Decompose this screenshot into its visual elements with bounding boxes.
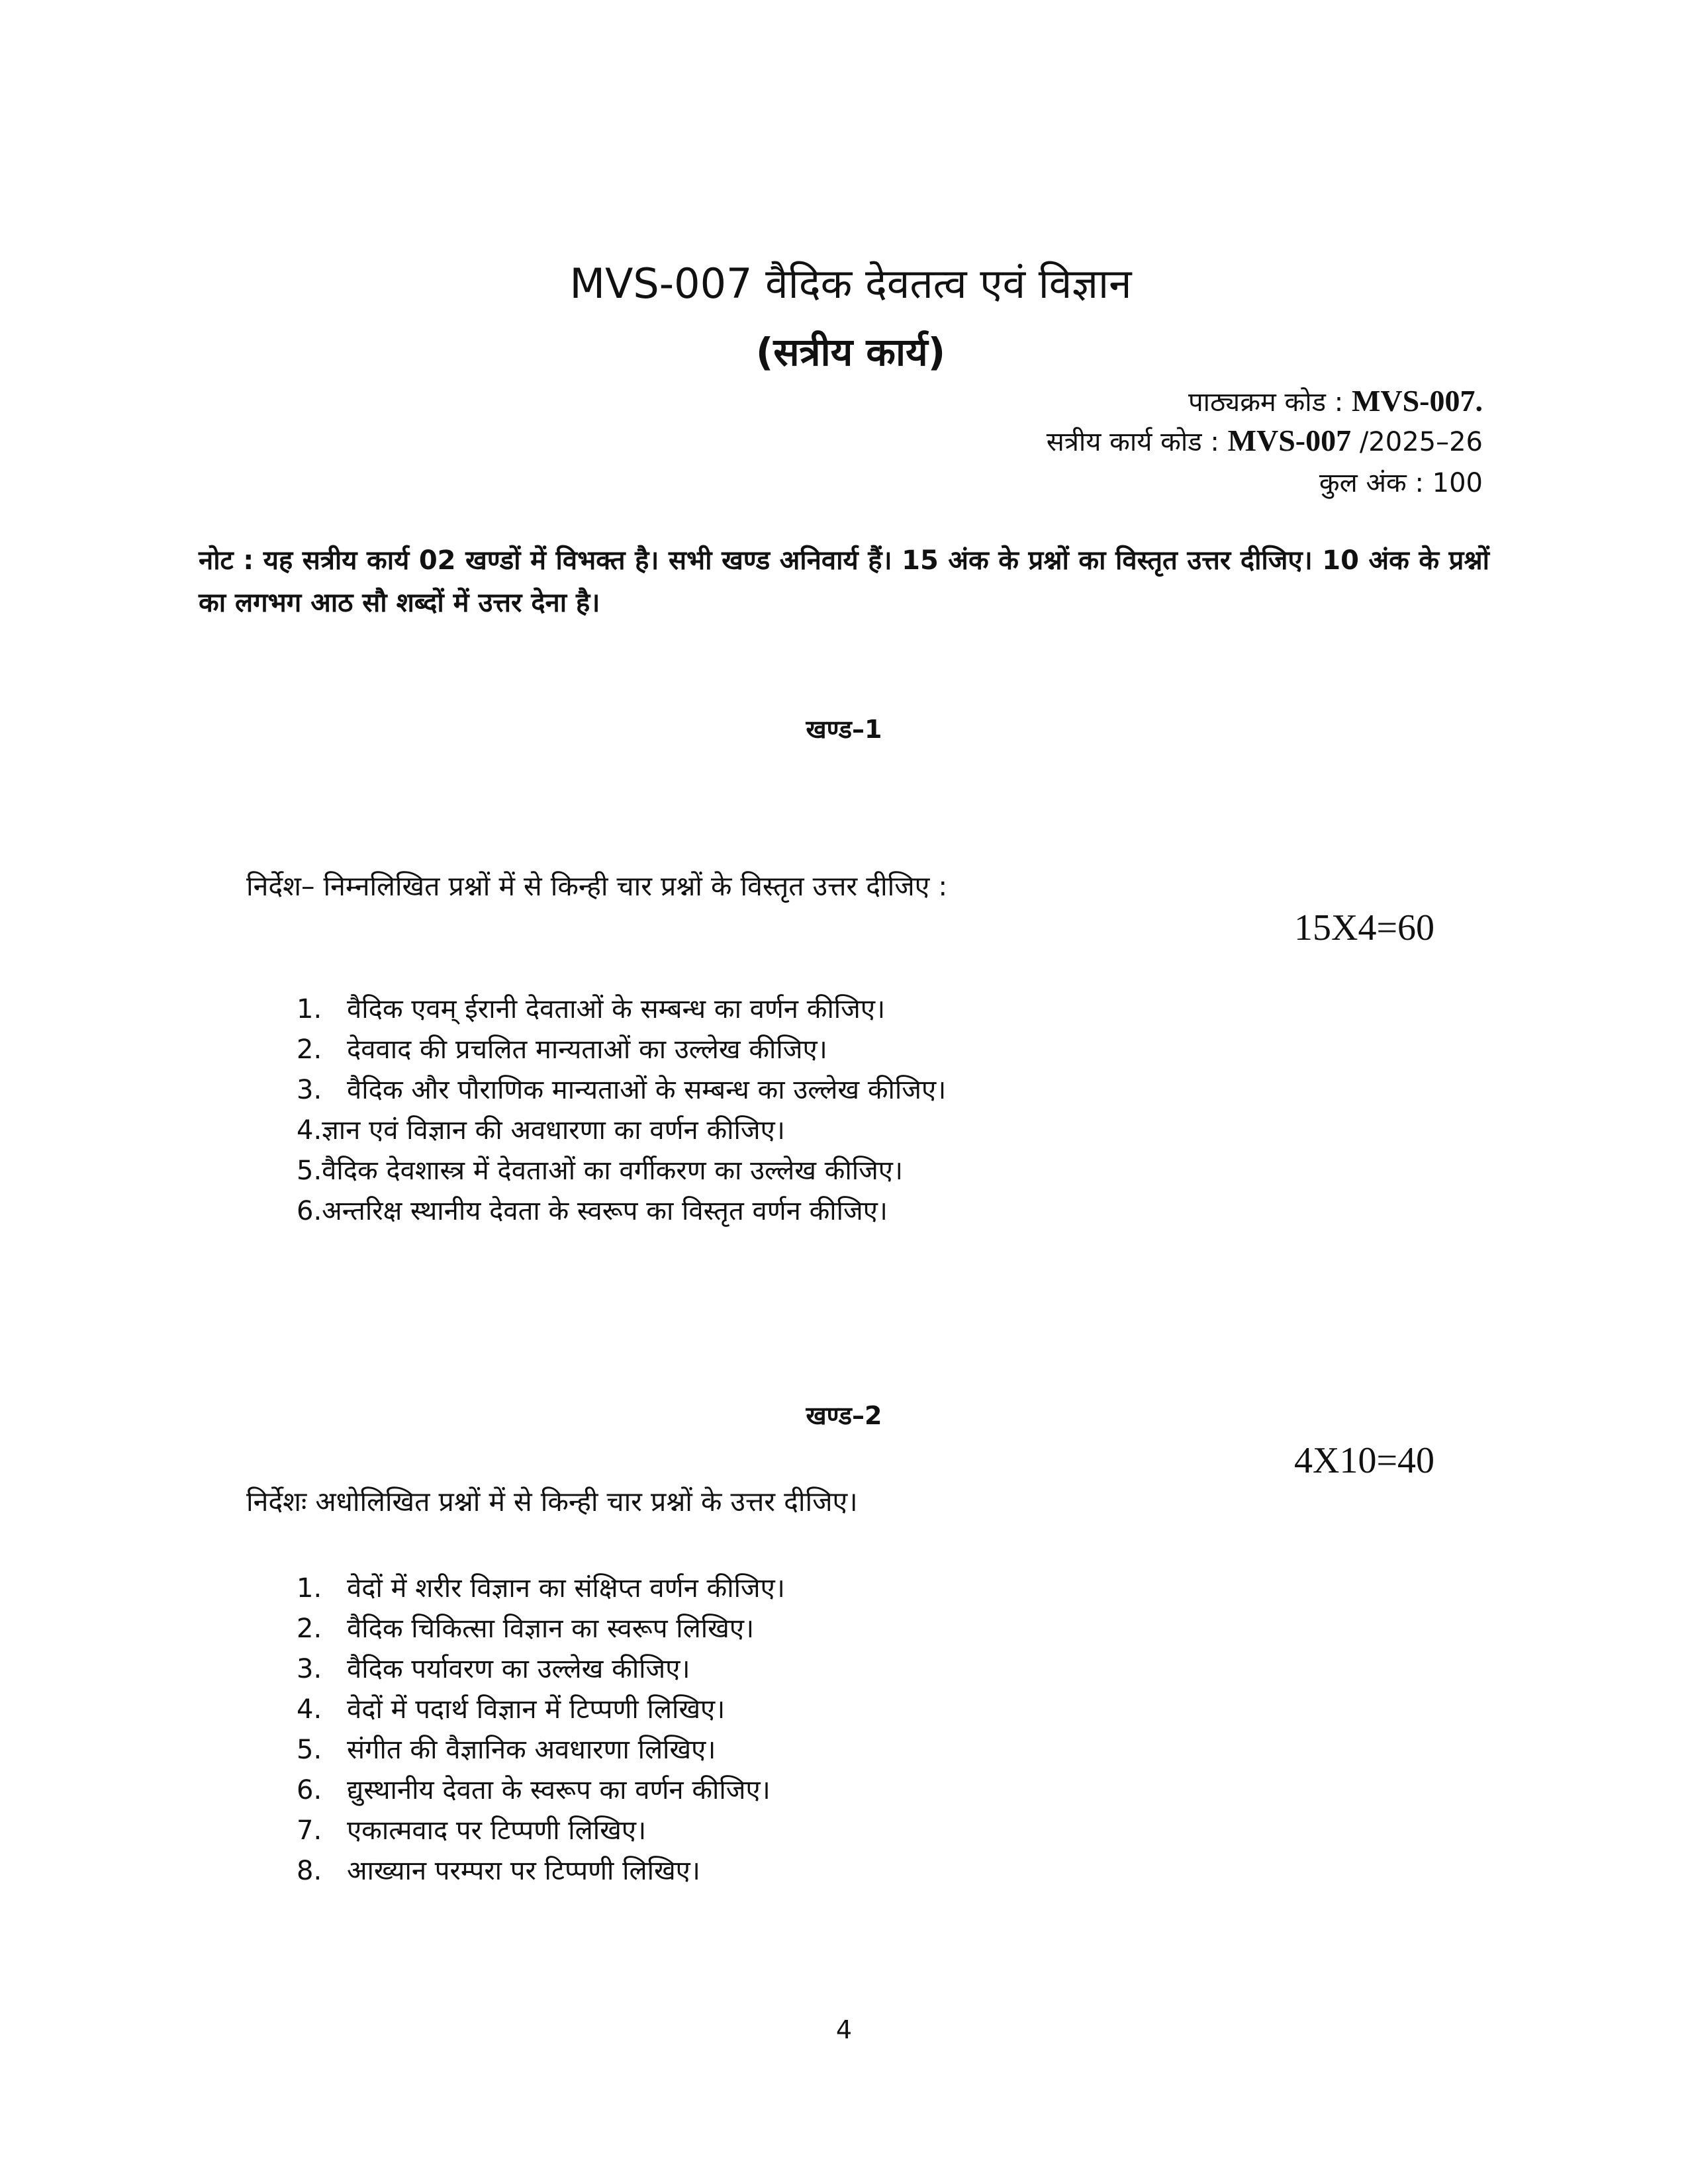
question-number: 1. — [297, 994, 322, 1024]
list-item — [297, 1851, 785, 1891]
list-item — [297, 1191, 946, 1232]
question-number: 1. — [297, 1573, 322, 1604]
assignment-code-line — [1047, 422, 1483, 459]
question-number: 5. — [297, 1735, 322, 1765]
question-number: 2. — [297, 1034, 322, 1065]
question-number: 5. — [297, 1156, 322, 1186]
list-item — [297, 1649, 785, 1690]
course-code-line — [1188, 383, 1483, 419]
question-text: वेदों में पदार्थ विज्ञान में टिप्पणी लिखिए। — [347, 1694, 726, 1725]
question-text: अन्तरिक्ष स्थानीय देवता के स्वरूप का विस्तृत वर्णन कीजिए। — [322, 1196, 888, 1226]
document-title: MVS-007 वैदिक देवतत्व एवं विज्ञान — [569, 259, 1132, 308]
list-item — [297, 1770, 785, 1811]
question-number: 4. — [297, 1115, 322, 1146]
list-item — [297, 989, 946, 1030]
list-item — [297, 1111, 946, 1151]
list-item — [297, 1811, 785, 1851]
total-marks-value: 100 — [1432, 468, 1483, 498]
total-marks-label: कुल अंक : — [1319, 468, 1424, 498]
question-text: देववाद की प्रचलित मान्यताओं का उल्लेख कीजिए। — [347, 1034, 827, 1065]
question-number: 8. — [297, 1856, 322, 1886]
question-text: वैदिक पर्यावरण का उल्लेख कीजिए। — [347, 1654, 690, 1684]
assignment-code-value: MVS-007 — [1227, 424, 1352, 457]
question-text: वैदिक एवम् ईरानी देवताओं के सम्बन्ध का वर्णन कीजिए। — [347, 994, 886, 1024]
list-item — [297, 1070, 946, 1111]
total-marks-line — [1319, 463, 1483, 500]
section-2-marks: 4X10=40 — [1294, 1440, 1435, 1481]
question-text: ज्ञान एवं विज्ञान की अवधारणा का वर्णन कीजिए। — [322, 1115, 785, 1146]
list-item — [297, 1690, 785, 1730]
list-item — [297, 1609, 785, 1649]
course-code-label: पाठ्यक्रम कोड : — [1188, 387, 1344, 418]
document-subtitle: (सत्रीय कार्य) — [755, 330, 946, 375]
question-number: 3. — [297, 1075, 322, 1105]
section-1-marks: 15X4=60 — [1294, 907, 1435, 948]
section-1-instruction: निर्देश– निम्नलिखित प्रश्नों में से किन्ही चार प्रश्नों के विस्तृत उत्तर दीजिए : — [246, 870, 948, 902]
course-code-value: MVS-007. — [1351, 384, 1483, 418]
assignment-code-year: /2025–26 — [1359, 427, 1483, 457]
question-text: वैदिक चिकित्सा विज्ञान का स्वरूप लिखिए। — [347, 1614, 755, 1644]
question-number: 6. — [297, 1196, 322, 1226]
section-2-instruction: निर्देशः अधोलिखित प्रश्नों में से किन्ही चार प्रश्नों के उत्तर दीजिए। — [246, 1486, 858, 1518]
list-item — [297, 1730, 785, 1770]
section-1-heading: खण्ड–1 — [806, 715, 882, 744]
question-text: द्युस्थानीय देवता के स्वरूप का वर्णन कीजिए। — [347, 1775, 771, 1805]
assignment-note: नोट : यह सत्रीय कार्य 02 खण्डों में विभक्त है। सभी खण्ड अनिवार्य हैं। 15 अंक के प्रश्नों का विस्तृत उत्तर दीजिए। 10 अंक के प्रश्नों का लगभग आठ सौ शब्दों में उत्तर देना है। — [199, 545, 1489, 618]
question-number: 2. — [297, 1614, 322, 1644]
list-item — [297, 1569, 785, 1609]
section-2-heading: खण्ड–2 — [806, 1401, 882, 1430]
question-number: 6. — [297, 1775, 322, 1805]
list-item — [297, 1151, 946, 1191]
question-number: 4. — [297, 1694, 322, 1725]
question-number: 7. — [297, 1815, 322, 1846]
page-number: 4 — [835, 2015, 853, 2044]
question-text: वैदिक और पौराणिक मान्यताओं के सम्बन्ध का उल्लेख कीजिए। — [347, 1075, 947, 1105]
question-text: वेदों में शरीर विज्ञान का संक्षिप्त वर्णन कीजिए। — [347, 1573, 785, 1604]
question-text: एकात्मवाद पर टिप्पणी लिखिए। — [347, 1815, 647, 1846]
section-1-question-list — [297, 989, 946, 1232]
assignment-code-label: सत्रीय कार्य कोड : — [1046, 427, 1219, 457]
question-text: आख्यान परम्परा पर टिप्पणी लिखिए। — [347, 1856, 700, 1886]
list-item — [297, 1030, 946, 1070]
section-2-question-list — [297, 1569, 785, 1891]
question-text: वैदिक देवशास्त्र में देवताओं का वर्गीकरण का उल्लेख कीजिए। — [322, 1156, 904, 1186]
question-text: संगीत की वैज्ञानिक अवधारणा लिखिए। — [347, 1735, 716, 1765]
question-number: 3. — [297, 1654, 322, 1684]
